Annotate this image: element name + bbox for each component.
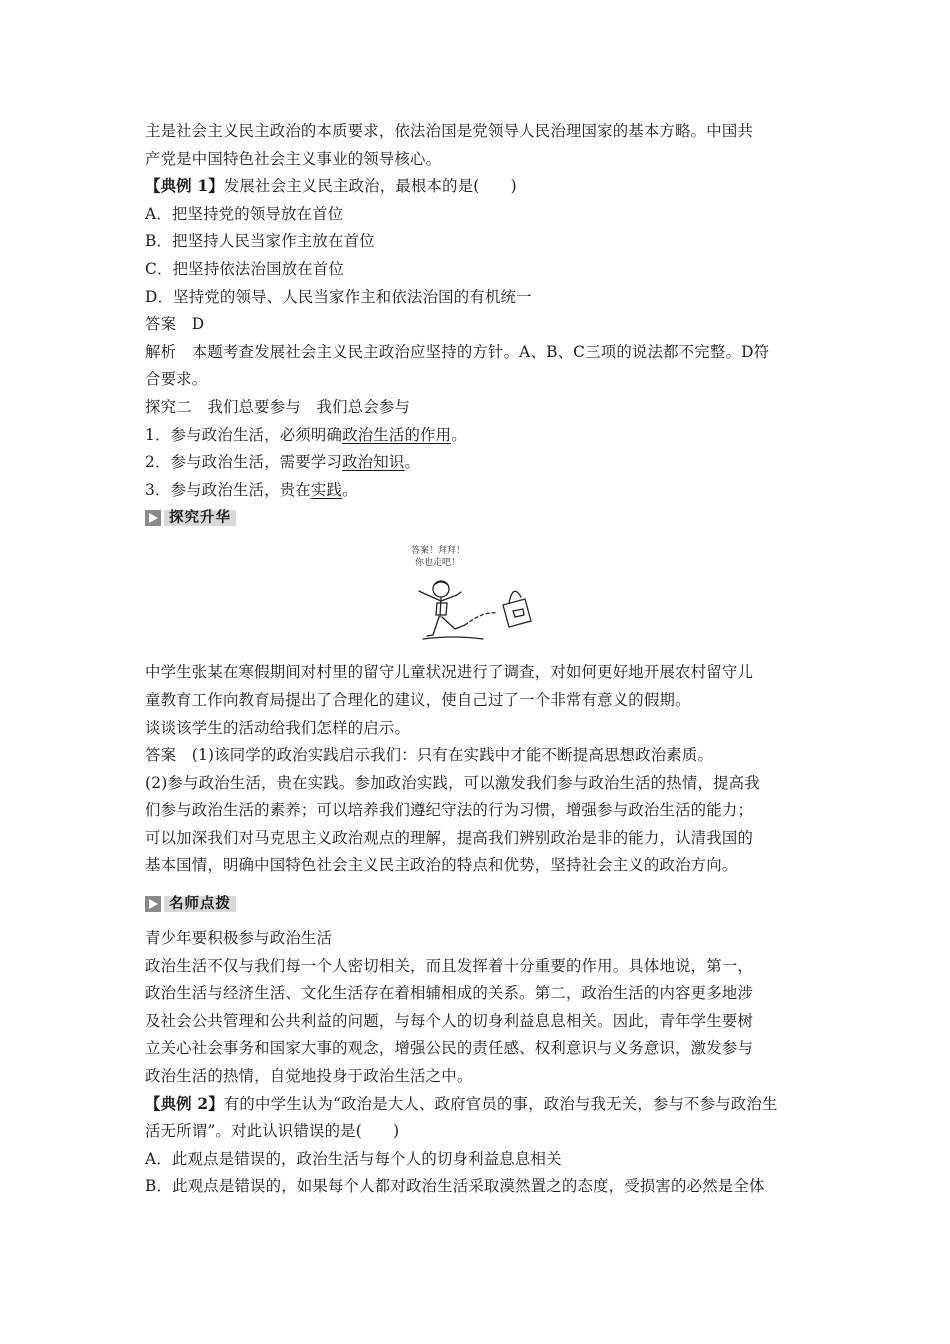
example2-option-b: B．此观点是错误的，如果每个人都对政治生活采取漠然置之的态度，受损害的必然是全体 — [145, 1177, 765, 1196]
inquiry2-item-3-keyword: 实践 — [310, 480, 343, 499]
illustration-caption-1: 答案！拜拜！ — [411, 546, 466, 557]
inquiry2-item-2-prefix: 2．参与政治生活，需要学习 — [145, 453, 343, 472]
inquiry2-item-2-suffix: 。 — [404, 453, 421, 472]
example1-question — [145, 173, 813, 201]
section-header-tips — [145, 893, 813, 915]
case-answer-3: 们参与政治生活的素养；可以培养我们遵纪守法的行为习惯，增强参与政治生活的能力； — [145, 801, 754, 820]
tips-title: 青少年要积极参与政治生活 — [145, 929, 333, 948]
play-triangle-icon — [145, 896, 161, 912]
illustration-caption-2: 你也走吧！ — [415, 558, 461, 569]
example1-analysis-line-1: 解析 本题考查发展社会主义民主政治应坚持的方针。A、B、C三项的说法都不完整。D符 — [145, 342, 770, 361]
inquiry2-item-3-suffix: 。 — [342, 480, 358, 499]
inquiry2-title: 探究二 我们总要参与 我们总会参与 — [145, 397, 411, 416]
example1-option-a: A．把坚持党的领导放在首位 — [145, 204, 344, 223]
inquiry2-item-3 — [145, 477, 813, 505]
example2-tag: 【典例 2】 — [145, 1094, 224, 1113]
tips-line-5: 政治生活的热情，自觉地投身于政治生活之中。 — [145, 1067, 473, 1086]
intro-line-1: 主是社会主义民主政治的本质要求，依法治国是党领导人民治理国家的基本方略。中国共 — [145, 122, 754, 140]
document-page — [145, 118, 813, 1201]
case-question: 谈谈该学生的活动给我们怎样的启示。 — [145, 718, 411, 737]
inquiry2-item-1-keyword: 政治生活的作用 — [342, 425, 452, 444]
play-triangle-icon — [145, 510, 161, 526]
example1-option-d: D．坚持党的领导、人民当家作主和依法治国的有机统一 — [145, 287, 532, 306]
example1-tag: 【典例 1】 — [145, 177, 224, 196]
inquiry2-item-3-prefix: 3．参与政治生活，贵在 — [145, 480, 311, 499]
section-header-explore — [145, 507, 813, 529]
example2-question-line-1 — [145, 1091, 813, 1119]
inquiry2-item-1-prefix: 1．参与政治生活，必须明确 — [145, 425, 343, 444]
tips-line-4: 立关心社会事务和国家大事的观念，增强公民的责任感、权利意识与义务意识，激发参与 — [145, 1039, 754, 1058]
example1-option-b: B．把坚持人民当家作主放在首位 — [145, 232, 375, 251]
example2-question-line-2: 活无所谓”。对此认识错误的是( ) — [145, 1122, 400, 1141]
inquiry2-item-1-suffix: 。 — [451, 425, 467, 444]
intro-line-2: 产党是中国特色社会主义事业的领导核心。 — [145, 149, 442, 168]
example1-option-c: C．把坚持依法治国放在首位 — [145, 259, 345, 278]
inquiry2-item-2 — [145, 449, 813, 477]
example1-analysis-line-2: 合要求。 — [145, 370, 208, 389]
tips-line-1: 政治生活不仅与我们每一个人密切相关，而且发挥着十分重要的作用。具体地说，第一， — [145, 956, 754, 975]
case-answer-5: 基本国情，明确中国特色社会主义民主政治的特点和优势，坚持社会主义的政治方向。 — [145, 856, 738, 875]
section-label-tips: 名师点拨 — [164, 896, 236, 912]
case-line-1: 中学生张某在寒假期间对村里的留守儿童状况进行了调查，对如何更好地开展农村留守儿 — [145, 663, 754, 682]
case-line-2: 童教育工作向教育局提出了合理化的建议，使自己过了一个非常有意义的假期。 — [145, 690, 691, 709]
example1-answer: 答案 D — [145, 315, 205, 334]
section-label-explore: 探究升华 — [164, 510, 236, 526]
tips-line-2: 政治生活与经济生活、文化生活存在着相辅相成的关系。第二，政治生活的内容更多地涉 — [145, 984, 754, 1003]
inquiry2-item-1 — [145, 422, 813, 450]
inquiry2-item-2-keyword: 政治知识 — [342, 453, 405, 472]
example2-option-a: A．此观点是错误的，政治生活与每个人的切身利益息息相关 — [145, 1149, 562, 1168]
tips-line-3: 及社会公共管理和公共利益的问题，与每个人的切身利益息息相关。因此，青年学生要树 — [145, 1011, 754, 1030]
example2-question-text: 有的中学生认为“政治是大人、政府官员的事，政治与我无关，参与不参与政治生 — [223, 1094, 778, 1113]
case-answer-1: 答案 (1)该同学的政治实践启示我们：只有在实践中才能不断提高思想政治素质。 — [145, 746, 714, 765]
example1-question-text: 发展社会主义民主政治，最根本的是( ) — [223, 177, 517, 196]
cartoon-student-illustration — [393, 539, 553, 649]
case-answer-2: (2)参与政治生活，贵在实践。参加政治实践，可以激发我们参与政治生活的热情，提高我 — [145, 773, 760, 792]
case-answer-4: 可以加深我们对马克思主义政治观点的理解，提高我们辨别政治是非的能力，认清我国的 — [145, 828, 754, 847]
